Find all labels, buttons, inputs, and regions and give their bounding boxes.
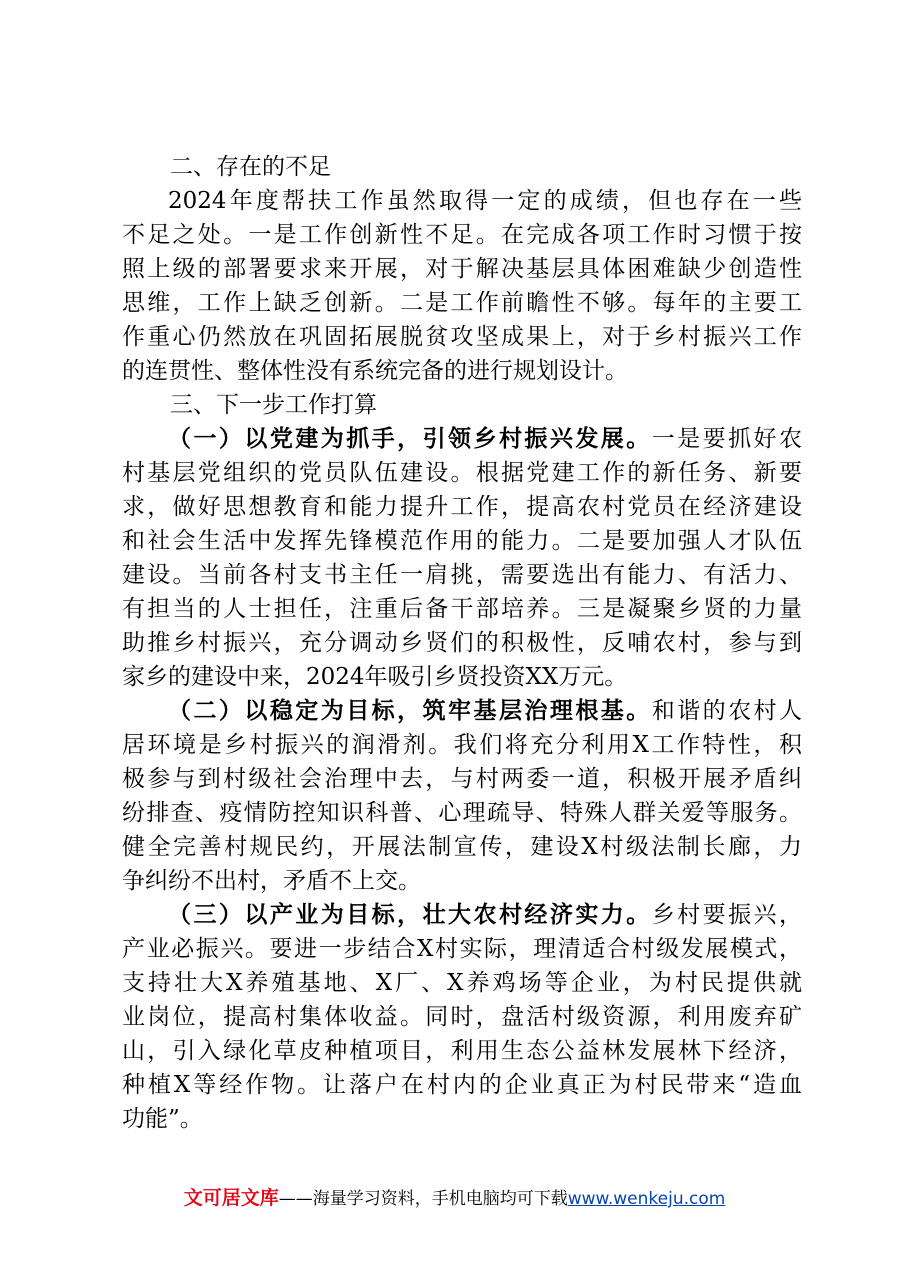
- footer-tagline: ——海量学习资料，手机电脑均可下载: [278, 1189, 568, 1209]
- text-line: 村基层党组织的党员队伍建设。根据党建工作的新任务、新要: [122, 460, 802, 486]
- text-line: 极参与到村级社会治理中去，与村两委一道，积极开展矛盾纠: [122, 766, 802, 792]
- text-line: 有担当的人士担任，注重后备干部培养。三是凝聚乡贤的力量: [122, 596, 802, 622]
- item-lead-party-building: （一）以党建为抓手，引领乡村振兴发展。: [168, 425, 652, 452]
- footer-banner: [0, 1183, 909, 1210]
- website-link[interactable]: www.wenkeju.com: [567, 1189, 726, 1209]
- section-heading-deficiencies: 二、存在的不足: [170, 154, 331, 180]
- item-lead-industry: （三）以产业为目标，壮大农村经济实力。: [168, 901, 652, 928]
- paragraph-industry: [122, 898, 802, 1136]
- text-line: 2024年度帮扶工作虽然取得一定的成绩，但也存在一些: [168, 188, 802, 214]
- item-lead-rest: 一是要抓好农: [651, 426, 803, 452]
- item-lead-stability: （二）以稳定为目标，筑牢基层治理根基。: [168, 697, 652, 724]
- text-line: 健全完善村规民约，开展法制宣传，建设X村级法制长廊，力: [122, 834, 802, 860]
- text-line: 求，做好思想教育和能力提升工作，提高农村党员在经济建设: [122, 494, 802, 520]
- item-lead-rest: 和谐的农村人: [651, 698, 803, 724]
- text-line: 不足之处。一是工作创新性不足。在完成各项工作时习惯于按: [122, 222, 802, 248]
- text-line: 家乡的建设中来，2024年吸引乡贤投资XX万元。: [122, 664, 628, 690]
- text-line: [122, 898, 802, 932]
- text-line: 思维，工作上缺乏创新。二是工作前瞻性不够。每年的主要工: [122, 290, 802, 316]
- item-lead-rest: 乡村要振兴，: [651, 902, 803, 928]
- text-line: 的连贯性、整体性没有系统完备的进行规划设计。: [122, 358, 628, 384]
- text-line: 功能”。: [122, 1106, 203, 1132]
- text-line: 建设。当前各村支书主任一肩挑，需要选出有能力、有活力、: [122, 562, 802, 588]
- text-line: 照上级的部署要求来开展，对于解决基层具体困难缺少创造性: [122, 256, 802, 282]
- text-line: 助推乡村振兴，充分调动乡贤们的积极性，反哺农村，参与到: [122, 630, 802, 656]
- text-line: 种植X等经作物。让落户在村内的企业真正为村民带来“造血: [122, 1072, 802, 1098]
- text-line: 纷排查、疫情防控知识科普、心理疏导、特殊人群关爱等服务。: [122, 800, 802, 826]
- text-line: 业岗位，提高村集体收益。同时，盘活村级资源，利用废弃矿: [122, 1004, 802, 1030]
- paragraph-deficiencies: [122, 184, 802, 388]
- text-line: 作重心仍然放在巩固拓展脱贫攻坚成果上，对于乡村振兴工作: [122, 324, 802, 350]
- text-line: 山，引入绿化草皮种植项目，利用生态公益林发展林下经济，: [122, 1038, 802, 1064]
- paragraph-stability: [122, 694, 802, 898]
- text-line: 居环境是乡村振兴的润滑剂。我们将充分利用X工作特性，积: [122, 732, 802, 758]
- text-line: 和社会生活中发挥先锋模范作用的能力。二是要加强人才队伍: [122, 528, 802, 554]
- brand-name: 文可居文库: [183, 1187, 279, 1209]
- document-body: [122, 150, 802, 1136]
- section-heading-next-steps: 三、下一步工作打算: [170, 392, 377, 418]
- paragraph-party-building: [122, 422, 802, 694]
- text-line: 支持壮大X养殖基地、X厂、X养鸡场等企业，为村民提供就: [122, 970, 802, 996]
- text-line: [122, 422, 802, 456]
- text-line: [122, 694, 802, 728]
- text-line: 产业必振兴。要进一步结合X村实际，理清适合村级发展模式，: [122, 936, 802, 962]
- text-line: 争纠纷不出村，矛盾不上交。: [122, 868, 421, 894]
